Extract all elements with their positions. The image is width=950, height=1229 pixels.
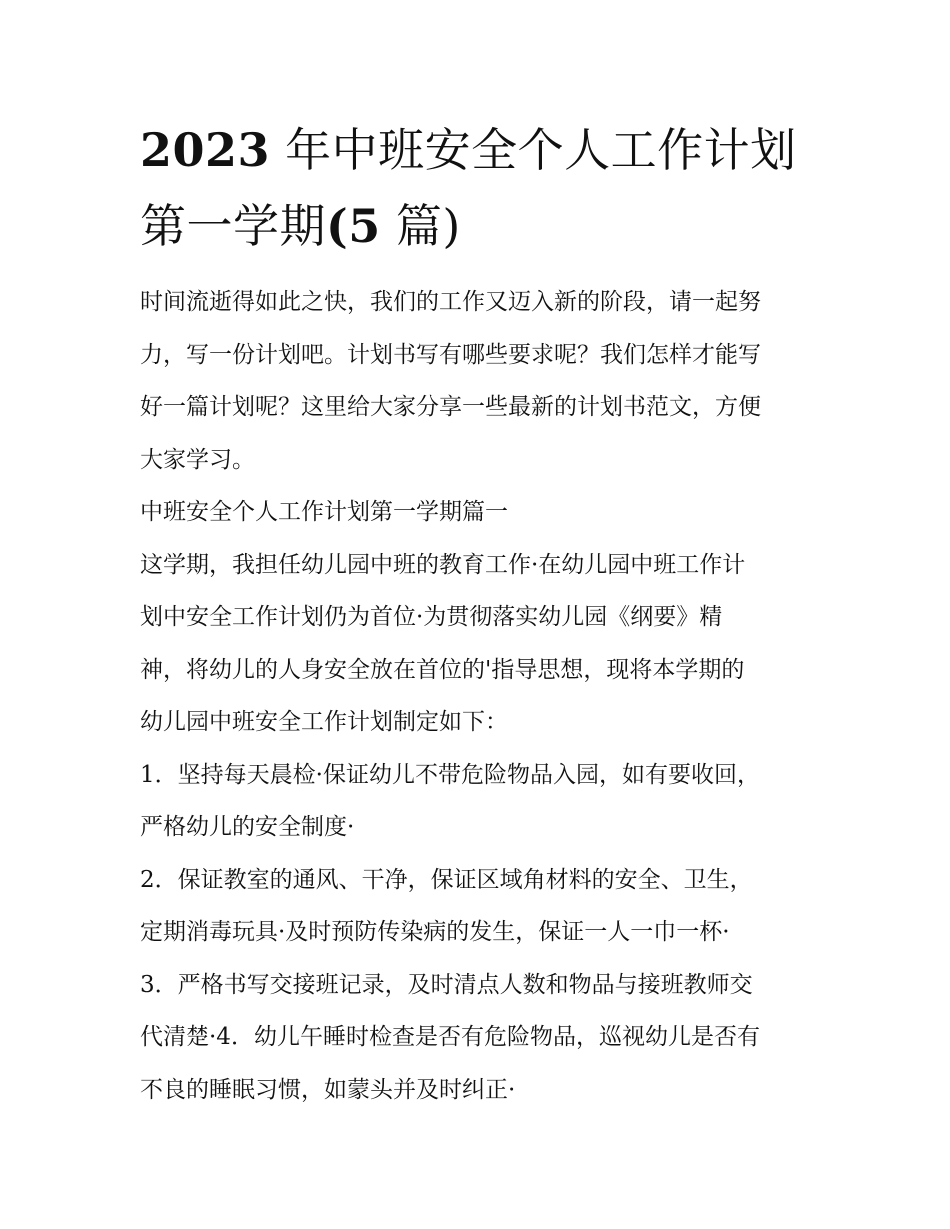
intro-line-1: 时间流逝得如此之快，我们的工作又迈入新的阶段，请一起努 (140, 289, 761, 315)
section-heading: 中班安全个人工作计划第一学期篇一 (140, 499, 508, 525)
item-2-line-1: 2．保证教室的通风、干净，保证区域角材料的安全、卫生， (140, 866, 753, 893)
item-3-line-1: 3．严格书写交接班记录，及时清点人数和物品与接班教师交 (140, 971, 753, 998)
document-title (140, 112, 820, 264)
item-3-line-2: 代清楚·4．幼儿午睡时检查是否有危险物品，巡视幼儿是否有 (140, 1024, 760, 1050)
document-page (140, 112, 820, 1116)
title-text: 年中班安全个人工作计划 (270, 123, 797, 177)
paragraph-line-2: 划中安全工作计划仍为首位·为贯彻落实幼儿园《纲要》精 (140, 604, 723, 630)
document-body (140, 276, 820, 1116)
title-line-1 (140, 112, 820, 188)
item-1-line-1: 1．坚持每天晨检·保证幼儿不带危险物品入园，如有要收回， (140, 761, 760, 788)
paragraph-line-3: 神，将幼儿的人身安全放在首位的'指导思想，现将本学期的 (140, 656, 745, 683)
item-4-line-1: 不良的睡眠习惯，如蒙头并及时纠正· (140, 1076, 516, 1103)
intro-line-2: 力，写一份计划吧。计划书写有哪些要求呢？我们怎样才能写 (140, 341, 761, 368)
title-count: (5 (326, 199, 381, 253)
title-year: 2023 (140, 123, 271, 177)
title-semester: 第一学期 (140, 199, 326, 253)
intro-line-4: 大家学习。 (140, 446, 255, 473)
intro-line-3: 好一篇计划呢？这里给大家分享一些最新的计划书范文，方便 (140, 394, 761, 420)
item-2-line-2: 定期消毒玩具·及时预防传染病的发生，保证一人一巾一杯· (140, 919, 730, 945)
paragraph-line-1: 这学期，我担任幼儿园中班的教育工作·在幼儿园中班工作计 (140, 551, 746, 578)
title-suffix: 篇) (380, 199, 461, 253)
title-line-2 (140, 188, 820, 264)
item-1-line-2: 严格幼儿的安全制度· (140, 814, 355, 840)
paragraph-line-4: 幼儿园中班安全工作计划制定如下： (140, 709, 508, 735)
